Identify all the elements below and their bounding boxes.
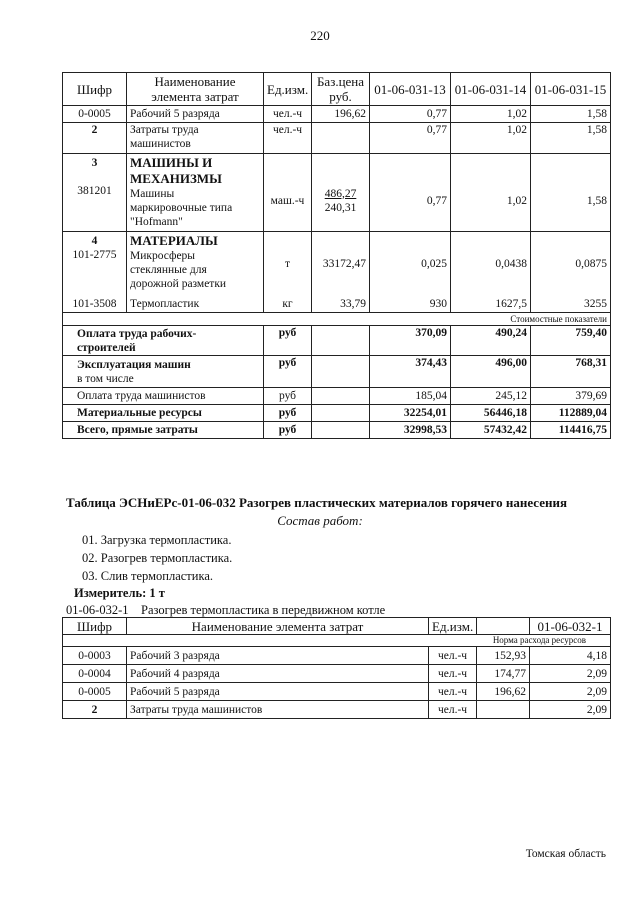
cell-code: 0-0003 [63,647,127,665]
cell-name: МАТЕРИАЛЫ Микросферы стеклянные для дорожной разметки [127,232,264,297]
cell-unit: чел.-ч [429,701,477,719]
cost-value: 496,00 [451,356,531,388]
cell-price: 196,62 [312,106,370,123]
cost-value: 490,24 [451,326,531,356]
cell-name: Рабочий 4 разряда [127,665,429,683]
cell-price: 152,93 [477,647,530,665]
cell-value: 0,0875 [531,232,611,297]
cell-value: 2,09 [530,683,611,701]
cost-label-row [63,313,611,326]
header-name: Наименование элемента затрат [127,618,429,635]
table-row [63,123,611,154]
composition-heading: Состав работ: [277,513,363,528]
cell-code: 0-0004 [63,665,127,683]
table-header-row [63,73,611,106]
norm-label: Норма расхода ресурсов [63,635,611,647]
table-row [63,232,611,297]
cost-value: 32254,01 [370,405,451,422]
cell-value: 0,025 [370,232,451,297]
cost-label: Оплата труда рабочих- строителей [63,326,264,356]
measure-unit: Измеритель: 1 т [74,586,165,600]
cost-unit: руб [264,405,312,422]
cell-value: 930 [370,297,451,313]
cell-value: 0,77 [370,123,451,154]
cell-code: 101-3508 [63,297,127,313]
cost-value: 32998,53 [370,422,451,439]
cell-price: 33172,47 [312,232,370,297]
cell-name: Термопластик [127,297,264,313]
cell-name: МАШИНЫ И МЕХАНИЗМЫ Машины маркировочные типа "Hofmann" [127,154,264,232]
cell-price: 486,27 240,31 [312,154,370,232]
cost-value: 370,09 [370,326,451,356]
cell-price: 174,77 [477,665,530,683]
table-row [63,297,611,313]
cell-unit: чел.-ч [264,106,312,123]
cell-value: 2,09 [530,701,611,719]
cell-code: 4 101-2775 [63,232,127,297]
header-price [477,618,530,635]
footer-region: Томская область [525,848,606,860]
table-row [63,701,611,719]
header-code: Шифр [63,73,127,106]
cell-unit: чел.-ч [264,123,312,154]
cost-unit: руб [264,388,312,405]
header-col-14: 01-06-031-14 [451,73,531,106]
cell-unit: чел.-ч [429,683,477,701]
cell-value: 1,58 [531,106,611,123]
header-unit: Ед.изм. [264,73,312,106]
empty-cell [312,356,370,388]
table-row [63,106,611,123]
norm-code-title: 01-06-032-1 Разогрев термопластика в передвижном котле [66,603,386,617]
cell-value: 1,58 [531,154,611,232]
table-header-row [63,618,611,635]
cell-unit: чел.-ч [429,665,477,683]
work-item: 02. Разогрев термопластика. [82,551,233,565]
cell-value: 1,02 [451,154,531,232]
cell-value: 0,0438 [451,232,531,297]
empty-cell [312,388,370,405]
cell-unit: кг [264,297,312,313]
header-code: Шифр [63,618,127,635]
table-title: Таблица ЭСНиЕРс-01-06-032 Разогрев пластических материалов горячего нанесения [66,495,567,510]
cost-value: 245,12 [451,388,531,405]
section-title: МАТЕРИАЛЫ [130,233,218,248]
cost-row [63,405,611,422]
cell-value: 1627,5 [451,297,531,313]
cell-code: 0-0005 [63,106,127,123]
header-price: Баз.цена руб. [312,73,370,106]
cost-value: 57432,42 [451,422,531,439]
cell-value: 0,77 [370,154,451,232]
work-item: 03. Слив термопластика. [82,569,214,583]
cost-value: 379,69 [531,388,611,405]
cost-label: Эксплуатация машин в том числе [63,356,264,388]
header-col-1: 01-06-032-1 [530,618,611,635]
cell-code: 0-0005 [63,683,127,701]
cell-value: 1,02 [451,123,531,154]
resources-table-031 [62,72,611,439]
cell-code: 2 [63,701,127,719]
header-unit: Ед.изм. [429,618,477,635]
cost-indicators-label: Стоимостные показатели [63,313,611,326]
header-col-13: 01-06-031-13 [370,73,451,106]
empty-cell [312,326,370,356]
cell-code: 3 381201 [63,154,127,232]
cell-name: Затраты труда машинистов [127,701,429,719]
cell-unit: т [264,232,312,297]
cost-row [63,326,611,356]
header-col-15: 01-06-031-15 [531,73,611,106]
cell-unit: чел.-ч [429,647,477,665]
cell-value: 1,02 [451,106,531,123]
cell-name: Рабочий 5 разряда [127,683,429,701]
cost-value: 56446,18 [451,405,531,422]
cell-value: 3255 [531,297,611,313]
cost-unit: руб [264,356,312,388]
empty-cell [312,422,370,439]
cell-unit: маш.-ч [264,154,312,232]
table-row [63,665,611,683]
cost-row [63,388,611,405]
cell-code: 2 [63,123,127,154]
cost-value: 759,40 [531,326,611,356]
cell-name: Рабочий 5 разряда [127,106,264,123]
cell-name: Рабочий 3 разряда [127,647,429,665]
cell-price [312,123,370,154]
table-row [63,647,611,665]
section-title: МАШИНЫ И [130,155,213,170]
cost-label: Всего, прямые затраты [63,422,264,439]
cost-value: 114416,75 [531,422,611,439]
table-row [63,683,611,701]
cell-name: Затраты труда машинистов [127,123,264,154]
cost-unit: руб [264,326,312,356]
cell-price [477,701,530,719]
norm-label-row [63,635,611,647]
cell-value: 0,77 [370,106,451,123]
cost-value: 185,04 [370,388,451,405]
cost-value: 768,31 [531,356,611,388]
cost-unit: руб [264,422,312,439]
page-number: 220 [310,28,330,43]
header-name: Наименование элемента затрат [127,73,264,106]
cost-row [63,356,611,388]
cost-value: 374,43 [370,356,451,388]
cost-row [63,422,611,439]
empty-cell [312,405,370,422]
cell-value: 2,09 [530,665,611,683]
cell-value: 1,58 [531,123,611,154]
cost-value: 112889,04 [531,405,611,422]
cost-label: Оплата труда машинистов [63,388,264,405]
cell-price: 196,62 [477,683,530,701]
cost-label: Материальные ресурсы [63,405,264,422]
table-row [63,154,611,232]
cell-price: 33,79 [312,297,370,313]
cell-value: 4,18 [530,647,611,665]
resources-table-032 [62,617,611,719]
work-item: 01. Загрузка термопластика. [82,533,232,547]
